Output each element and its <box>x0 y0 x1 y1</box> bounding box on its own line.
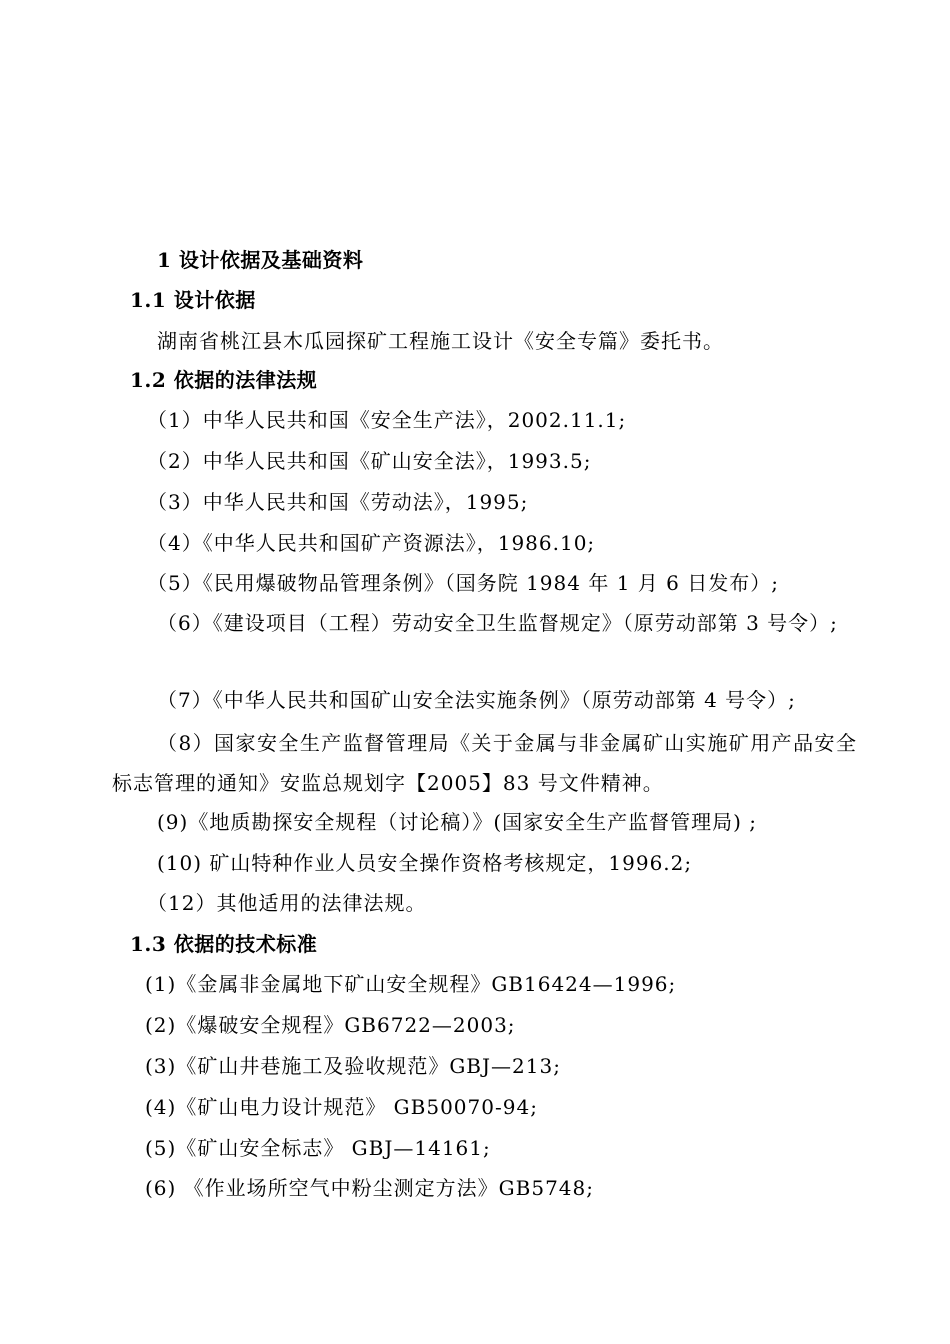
list-item: （7）《中华人民共和国矿山安全法实施条例》（原劳动部第 4 号令）; <box>157 688 796 712</box>
paragraph-design-basis: 湖南省桃江县木瓜园探矿工程施工设计《安全专篇》委托书。 <box>157 329 724 353</box>
list-item: （6）《建设项目（工程）劳动安全卫生监督规定》（原劳动部第 3 号令）; <box>157 611 838 635</box>
list-item: (5)《矿山安全标志》 GBJ—14161; <box>145 1136 491 1160</box>
list-item: （2）中华人民共和国《矿山安全法》，1993.5; <box>147 449 592 473</box>
list-item: （4）《中华人民共和国矿产资源法》，1986.10; <box>147 531 596 555</box>
list-item: (6) 《作业场所空气中粉尘测定方法》GB5748; <box>145 1176 594 1200</box>
list-item: (9)《地质勘探安全规程（讨论稿）》(国家安全生产监督管理局) ; <box>157 810 758 834</box>
list-item: （5）《民用爆破物品管理条例》（国务院 1984 年 1 月 6 日发布）; <box>147 571 779 595</box>
list-item: （1）中华人民共和国《安全生产法》，2002.11.1; <box>147 408 627 432</box>
subsection-title-1-2: 1.2 依据的法律法规 <box>130 368 318 392</box>
list-item: (3)《矿山井巷施工及验收规范》GBJ—213; <box>145 1054 561 1078</box>
list-item: (1)《金属非金属地下矿山安全规程》GB16424—1996; <box>145 972 677 996</box>
list-item: （8）国家安全生产监督管理局《关于金属与非金属矿山实施矿用产品安全标志管理的通知》安监总规划字【2005】83 号文件精神。 <box>112 731 857 795</box>
list-item: （12）其他适用的法律法规。 <box>147 891 427 915</box>
subsection-title-1-1: 1.1 设计依据 <box>130 288 256 312</box>
list-item: (10) 矿山特种作业人员安全操作资格考核规定，1996.2; <box>157 851 693 875</box>
list-item: (2)《爆破安全规程》GB6722—2003; <box>145 1013 516 1037</box>
list-item: (4)《矿山电力设计规范》 GB50070-94; <box>145 1095 538 1119</box>
section-title: 1 设计依据及基础资料 <box>157 248 364 272</box>
list-item: （3）中华人民共和国《劳动法》，1995; <box>147 490 529 514</box>
subsection-title-1-3: 1.3 依据的技术标准 <box>130 932 318 956</box>
